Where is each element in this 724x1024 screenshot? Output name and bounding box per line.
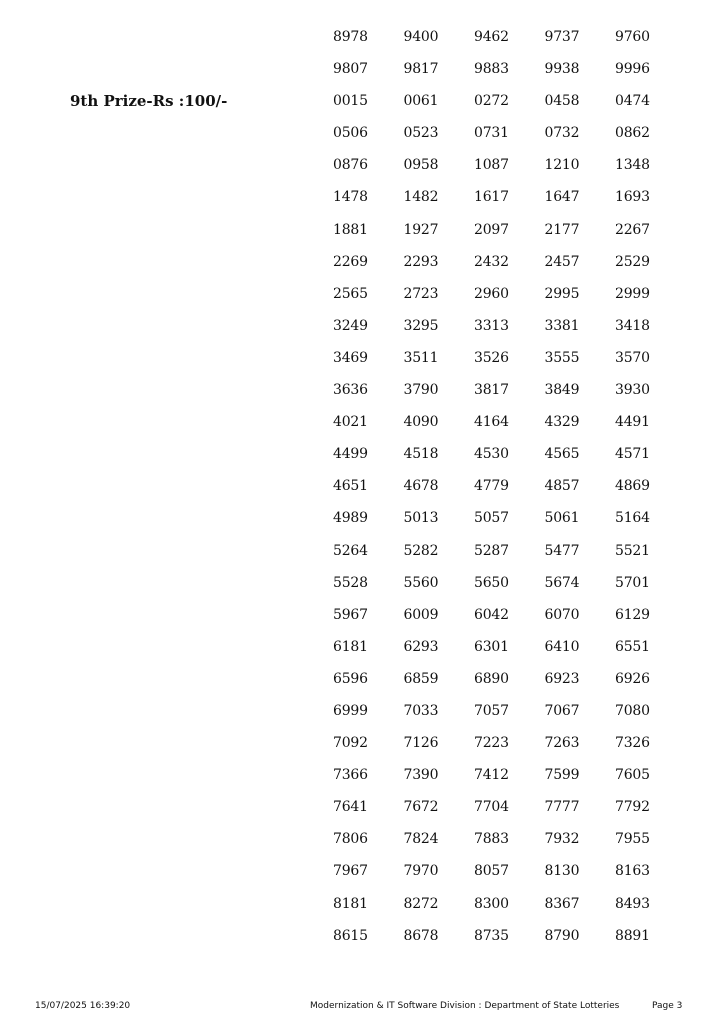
winning-number: 3295 — [403, 317, 439, 334]
winning-number: 1693 — [615, 189, 650, 206]
winning-number: 4989 — [333, 510, 368, 527]
winning-number: 1647 — [544, 189, 580, 206]
winning-number: 7080 — [615, 702, 650, 719]
winning-number: 7366 — [333, 767, 368, 784]
winning-number: 2960 — [474, 285, 509, 302]
winning-number: 7792 — [615, 799, 650, 816]
winning-number: 0458 — [544, 93, 580, 110]
winning-number: 1617 — [474, 189, 509, 206]
number-row — [333, 700, 686, 732]
winning-number: 7777 — [544, 799, 580, 816]
winning-number: 7057 — [474, 702, 509, 719]
winning-number: 6070 — [544, 606, 580, 623]
number-row — [333, 122, 686, 154]
winning-number: 5282 — [403, 542, 439, 559]
winning-number: 6999 — [333, 702, 368, 719]
number-row — [333, 604, 686, 636]
number-row — [333, 186, 686, 218]
winning-number: 2293 — [403, 253, 439, 270]
winning-number: 7599 — [544, 767, 580, 784]
number-row — [333, 58, 686, 90]
winning-number: 9807 — [333, 61, 368, 78]
winning-number: 4021 — [333, 414, 368, 431]
winning-number: 4164 — [474, 414, 509, 431]
number-row — [333, 732, 686, 764]
winning-number: 4678 — [403, 478, 439, 495]
winning-number: 2267 — [615, 221, 650, 238]
winning-numbers-grid — [333, 26, 686, 957]
winning-number: 7970 — [403, 863, 439, 880]
winning-number: 8978 — [333, 29, 368, 45]
winning-number: 2457 — [544, 253, 580, 270]
prize-label: 9th Prize-Rs :100/- — [70, 92, 228, 110]
winning-number: 9760 — [615, 29, 650, 45]
winning-number: 7033 — [403, 702, 439, 719]
winning-number: 2269 — [333, 253, 368, 270]
winning-number: 6923 — [544, 670, 580, 687]
winning-number: 2432 — [474, 253, 509, 270]
winning-number: 9938 — [544, 61, 580, 78]
winning-number: 7641 — [333, 799, 368, 816]
winning-number: 4651 — [333, 478, 368, 495]
winning-number: 5528 — [333, 574, 368, 591]
winning-number: 0061 — [403, 93, 439, 110]
winning-number: 8790 — [544, 927, 580, 944]
winning-number: 9737 — [544, 29, 580, 45]
number-row — [333, 893, 686, 925]
winning-number: 7605 — [615, 767, 650, 784]
winning-number: 7412 — [474, 767, 509, 784]
number-row — [333, 828, 686, 860]
winning-number: 0015 — [333, 93, 368, 110]
winning-number: 5701 — [615, 574, 650, 591]
winning-number: 8891 — [615, 927, 650, 944]
winning-number: 4530 — [474, 446, 509, 463]
footer-page-number: Page 3 — [652, 1001, 683, 1011]
number-row — [333, 540, 686, 572]
winning-number: 2723 — [403, 285, 439, 302]
winning-number: 5650 — [474, 574, 509, 591]
winning-number: 5674 — [544, 574, 580, 591]
winning-number: 0731 — [474, 125, 509, 142]
number-row — [333, 154, 686, 186]
winning-number: 0474 — [615, 93, 650, 110]
number-row — [333, 411, 686, 443]
number-row — [333, 475, 686, 507]
winning-number: 9817 — [403, 61, 439, 78]
winning-number: 4565 — [544, 446, 580, 463]
winning-number: 5061 — [544, 510, 580, 527]
winning-number: 5057 — [474, 510, 509, 527]
winning-number: 4491 — [615, 414, 650, 431]
number-row — [333, 26, 686, 58]
winning-number: 1478 — [333, 189, 368, 206]
winning-number: 9883 — [474, 61, 509, 78]
winning-number: 3249 — [333, 317, 368, 334]
winning-number: 1087 — [474, 157, 509, 174]
winning-number: 6859 — [403, 670, 439, 687]
winning-number: 7126 — [403, 735, 439, 752]
winning-number: 0876 — [333, 157, 368, 174]
winning-number: 3930 — [615, 382, 650, 399]
winning-number: 0732 — [544, 125, 580, 142]
winning-number: 4090 — [403, 414, 439, 431]
winning-number: 8057 — [474, 863, 509, 880]
footer-organization: Modernization & IT Software Division : Department of State Lotteries — [310, 1001, 620, 1011]
winning-number: 3469 — [333, 349, 368, 366]
winning-number: 5560 — [403, 574, 439, 591]
winning-number: 6042 — [474, 606, 509, 623]
number-row — [333, 796, 686, 828]
number-row — [333, 315, 686, 347]
number-row — [333, 764, 686, 796]
winning-number: 6129 — [615, 606, 650, 623]
winning-number: 3636 — [333, 382, 368, 399]
winning-number: 2097 — [474, 221, 509, 238]
winning-number: 7824 — [403, 831, 439, 848]
winning-number: 8367 — [544, 895, 580, 912]
winning-number: 7967 — [333, 863, 368, 880]
winning-number: 3570 — [615, 349, 650, 366]
winning-number: 4518 — [403, 446, 439, 463]
winning-number: 8163 — [615, 863, 650, 880]
winning-number: 0862 — [615, 125, 650, 142]
winning-number: 9462 — [474, 29, 509, 45]
winning-number: 5264 — [333, 542, 368, 559]
number-row — [333, 347, 686, 379]
number-row — [333, 668, 686, 700]
winning-number: 1348 — [615, 157, 650, 174]
number-row — [333, 443, 686, 475]
winning-number: 8181 — [333, 895, 368, 912]
winning-number: 4779 — [474, 478, 509, 495]
winning-number: 1927 — [403, 221, 439, 238]
winning-number: 7704 — [474, 799, 509, 816]
winning-number: 4499 — [333, 446, 368, 463]
number-row — [333, 572, 686, 604]
winning-number: 8493 — [615, 895, 650, 912]
winning-number: 1210 — [544, 157, 580, 174]
winning-number: 6301 — [474, 638, 509, 655]
winning-number: 6293 — [403, 638, 439, 655]
winning-number: 2999 — [615, 285, 650, 302]
winning-number: 6596 — [333, 670, 368, 687]
number-row — [333, 219, 686, 251]
winning-number: 4571 — [615, 446, 650, 463]
number-row — [333, 251, 686, 283]
winning-number: 9996 — [615, 61, 650, 78]
winning-number: 9400 — [403, 29, 439, 45]
winning-number: 6890 — [474, 670, 509, 687]
winning-number: 3817 — [474, 382, 509, 399]
number-row — [333, 507, 686, 539]
winning-number: 7883 — [474, 831, 509, 848]
winning-number: 7092 — [333, 735, 368, 752]
winning-number: 5967 — [333, 606, 368, 623]
number-row — [333, 90, 686, 122]
winning-number: 3849 — [544, 382, 580, 399]
winning-number: 5013 — [403, 510, 439, 527]
winning-number: 6551 — [615, 638, 650, 655]
winning-number: 7326 — [615, 735, 650, 752]
number-row — [333, 379, 686, 411]
winning-number: 5287 — [474, 542, 509, 559]
number-row — [333, 860, 686, 892]
winning-number: 3313 — [474, 317, 509, 334]
winning-number: 0958 — [403, 157, 439, 174]
winning-number: 6009 — [403, 606, 439, 623]
winning-number: 0272 — [474, 93, 509, 110]
winning-number: 2995 — [544, 285, 580, 302]
winning-number: 2177 — [544, 221, 580, 238]
winning-number: 1881 — [333, 221, 368, 238]
number-row — [333, 283, 686, 315]
winning-number: 7672 — [403, 799, 439, 816]
winning-number: 8300 — [474, 895, 509, 912]
winning-number: 8272 — [403, 895, 439, 912]
number-row — [333, 636, 686, 668]
winning-number: 6181 — [333, 638, 368, 655]
winning-number: 0523 — [403, 125, 439, 142]
winning-number: 7263 — [544, 735, 580, 752]
winning-number: 5164 — [615, 510, 650, 527]
winning-number: 7806 — [333, 831, 368, 848]
number-row — [333, 925, 686, 957]
winning-number: 7932 — [544, 831, 580, 848]
winning-number: 6926 — [615, 670, 650, 687]
winning-number: 4869 — [615, 478, 650, 495]
winning-number: 2565 — [333, 285, 368, 302]
winning-number: 3511 — [403, 349, 439, 366]
winning-number: 3381 — [544, 317, 580, 334]
winning-number: 4329 — [544, 414, 580, 431]
winning-number: 1482 — [403, 189, 439, 206]
winning-number: 3526 — [474, 349, 509, 366]
winning-number: 2529 — [615, 253, 650, 270]
winning-number: 7067 — [544, 702, 580, 719]
winning-number: 3790 — [403, 382, 439, 399]
winning-number: 5477 — [544, 542, 580, 559]
winning-number: 8678 — [403, 927, 439, 944]
winning-number: 7955 — [615, 831, 650, 848]
winning-number: 3555 — [544, 349, 580, 366]
winning-number: 8735 — [474, 927, 509, 944]
winning-number: 4857 — [544, 478, 580, 495]
winning-number: 8615 — [333, 927, 368, 944]
winning-number: 3418 — [615, 317, 650, 334]
winning-number: 5521 — [615, 542, 650, 559]
winning-number: 0506 — [333, 125, 368, 142]
footer-timestamp: 15/07/2025 16:39:20 — [35, 1001, 131, 1011]
winning-number: 6410 — [544, 638, 580, 655]
winning-number: 7223 — [474, 735, 509, 752]
winning-number: 8130 — [544, 863, 580, 880]
winning-number: 7390 — [403, 767, 439, 784]
